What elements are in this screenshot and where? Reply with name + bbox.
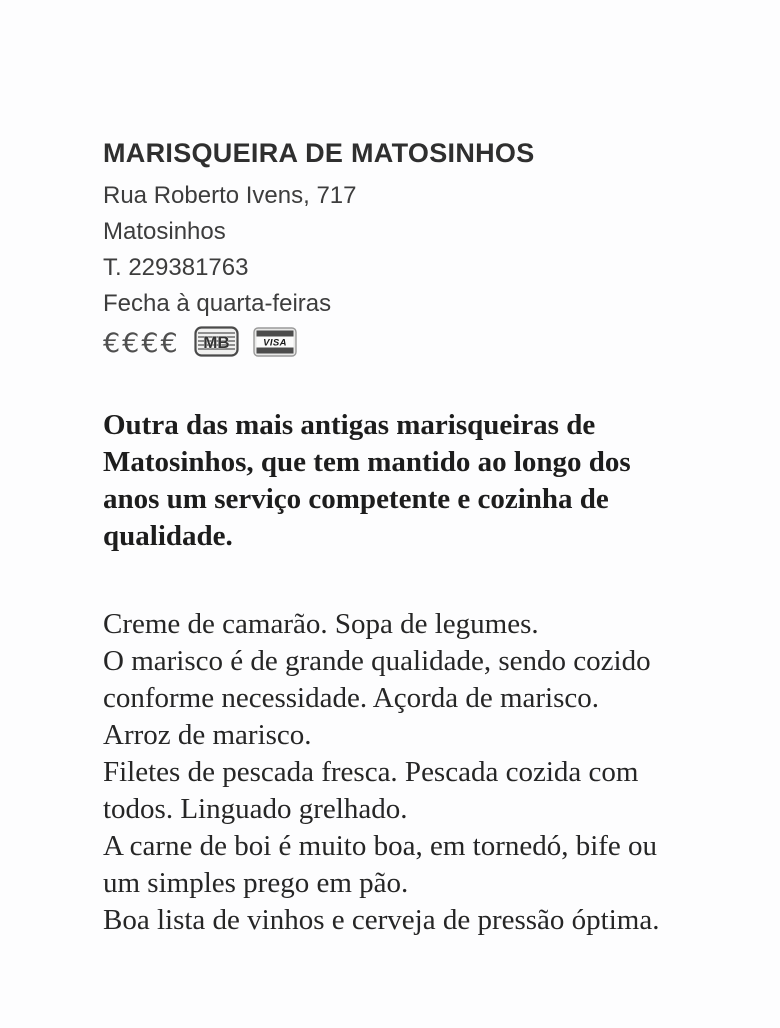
svg-text:MB: MB	[202, 333, 230, 352]
multibanco-icon	[194, 326, 239, 362]
review-line: Filetes de pescada fresca. Pescada cozida com	[103, 756, 639, 788]
closing-day: Fecha à quarta-feiras	[103, 290, 332, 317]
description-line: Outra das mais antigas marisqueiras de	[103, 409, 596, 441]
description-paragraph	[103, 407, 720, 555]
description-line: Matosinhos, que tem mantido ao longo dos	[103, 446, 631, 478]
review-line: Creme de camarão. Sopa de legumes.	[103, 608, 539, 640]
review-line: A carne de boi é muito boa, em tornedó, bife ou	[103, 830, 658, 862]
review-paragraph	[103, 606, 720, 939]
price-rating: €€€€	[103, 328, 180, 359]
review-line: um simples prego em pão.	[103, 867, 409, 899]
svg-text:VISA: VISA	[262, 336, 287, 348]
review-line: Boa lista de vinhos e cerveja de pressão óptima.	[103, 904, 660, 936]
price-and-payment-row	[103, 327, 720, 361]
phone-number: T. 229381763	[103, 254, 249, 281]
description-line: anos um serviço competente e cozinha de	[103, 483, 609, 515]
review-line: conforme necessidade. Açorda de marisco.	[103, 682, 600, 714]
review-line: todos. Linguado grelhado.	[103, 793, 408, 825]
restaurant-name: MARISQUEIRA DE MATOSINHOS	[103, 138, 535, 168]
review-line: Arroz de marisco.	[103, 719, 312, 751]
description-line: qualidade.	[103, 520, 233, 552]
review-line: O marisco é de grande qualidade, sendo cozido	[103, 645, 651, 677]
address-street: Rua Roberto Ivens, 717	[103, 182, 357, 209]
visa-icon	[253, 327, 297, 362]
address-city: Matosinhos	[103, 218, 226, 245]
